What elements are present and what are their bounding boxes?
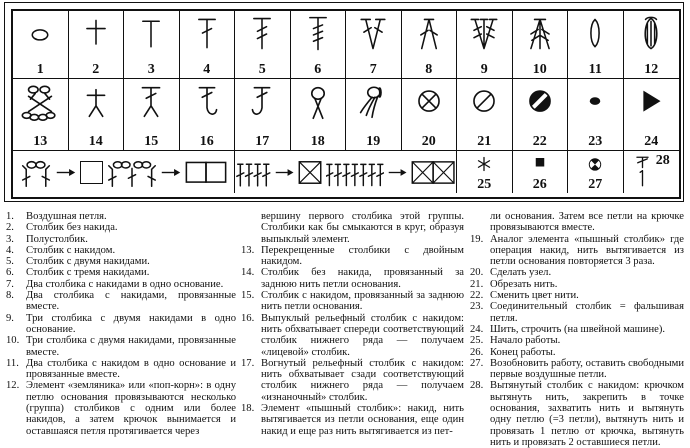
symbol-cell-19 [346,79,402,151]
symbol-number: 18 [310,134,325,149]
symbol-number: 3 [147,62,155,77]
legend-item-text: Вытянутый столбик с накидом: крючком вытянуть нить, закрепить в точке основания, захватить нить и вытянуть одну петлю (=3 петли), вытянуть нить и провязать 1 петлю от крючка, вытянуть нить и провязать 2 оставшиеся петли. [490,380,684,448]
symbol-cell-27 [568,151,624,193]
legend-column-1 [6,211,236,437]
symbol-number: 1 [36,62,44,77]
arrow-right-icon [388,167,407,178]
symbol-cell-10 [513,11,569,79]
legend-item [6,313,236,336]
two-dc-cluster-icon [575,14,615,54]
legend-item-number: 2. [6,222,14,234]
legend-column-2 [241,211,464,437]
legend-item-text: Начало работы. [490,335,561,347]
symbol-number: 6 [314,62,322,77]
single-crochet-icon [76,14,116,54]
arrow-right-icon [275,167,294,178]
two-dc-in-one-base-icon [353,14,393,54]
legend-item [6,245,236,256]
empty-square-icon [80,161,103,184]
double-crochet-icon [187,14,227,54]
symbol-cell-28 [624,151,680,193]
crossed-square-icon [298,160,322,185]
legend-item [470,335,684,346]
legend-item [470,290,684,301]
symbol-cell-15 [124,79,180,151]
legend-item-text: Сделать узел. [490,267,552,279]
legend-item [6,279,236,290]
legend-item-text: Элемент «земляника» или «поп-корн»: в одну петлю основания провязываются несколько (группа) столбиков с одним или более накидов, а затем крючок вынимается и оставшаяся петля протягивается через [26,380,236,437]
legend-item-number: 17. [241,357,255,369]
legend-item-text: Полустолбик. [26,233,88,245]
symbol-number: 20 [421,134,436,149]
legend-item-number: 16. [241,312,255,324]
legend-item [6,358,236,381]
legend-item-text: Три столбика с двумя накидами в одно основание. [26,312,236,335]
symbol-cell-8 [402,11,458,79]
legend-item [470,211,684,234]
symbol-number: 28 [655,153,670,168]
legend-item [6,380,236,436]
filet-filled-cell-equivalence [235,151,457,193]
symbol-number: 24 [644,134,659,149]
legend-item [6,222,236,233]
legend-item-text: Столбик с накидом, провязанный за заднюю нить петли основания. [261,290,464,313]
symbol-cell-17 [235,79,291,151]
start-of-work-icon [473,154,495,176]
legend-item [6,234,236,245]
legend-item [470,347,684,358]
symbol-number: 8 [425,62,433,77]
legend-item-text: Соединительный столбик = фальшивая петля. [490,301,684,324]
legend-item-number: 24. [470,323,484,335]
symbol-cell-13 [13,79,69,151]
symbol-cell-20 [402,79,458,151]
symbol-cell-2 [69,11,125,79]
legend-item-text: Воздушная петля. [26,211,107,222]
symbol-number: 23 [588,134,603,149]
sew-on-machine-icon [630,82,672,124]
legend-item-text: Два столбика с накидом в одно основание и провязанные вместе. [26,357,236,381]
legend-item [470,380,684,448]
symbol-cell-4 [180,11,236,79]
dc-back-loop-icon [130,82,172,124]
filet-empty-cell-equivalence [13,151,235,193]
two-crossed-squares-icon [411,160,455,185]
legend-item [470,301,684,324]
extended-dc-icon [633,153,652,190]
legend-item-number: 3. [6,233,14,245]
four-chains-between-posts-icon [107,156,157,188]
legend-item-number: 14. [241,267,255,279]
legend-column-3 [470,211,684,448]
half-double-crochet-icon [131,14,171,54]
symbol-cell-6 [291,11,347,79]
symbol-number: 19 [366,134,381,149]
legend-item [470,324,684,335]
legend-item-text: Столбик с тремя накидами. [26,267,150,279]
legend-item-number: 20. [470,267,484,279]
popcorn-stitch-icon [631,14,671,54]
legend-item-number: 13. [241,244,255,256]
symbol-number: 22 [532,134,547,149]
legend-item-number: 26. [470,346,484,358]
legend-item-text: Аналог элемента «пышный столбик» где операция накид, нить вытягивается из петли основания повторяется 3 раза. [490,233,684,268]
legend-item-text: Возобновить работу, оставить свободными первые воздушные петли. [490,357,684,381]
legend-item-number: 5. [6,256,14,268]
change-color-icon [519,82,561,124]
triple-puff-stitch-icon [352,82,394,124]
legend-item-text: Столбик с накидом. [26,244,116,256]
treble-crochet-icon [242,14,282,54]
legend-item [241,358,464,403]
symbol-number: 15 [144,134,159,149]
symbol-number: 16 [199,134,214,149]
symbol-cell-3 [124,11,180,79]
symbol-number: 14 [88,134,103,149]
symbol-number: 12 [644,62,659,77]
arrow-right-icon [161,167,181,178]
symbol-cell-18 [291,79,347,151]
legend-item-text: Перекрещенные столбики с двойным накидом. [261,244,464,268]
sc-back-loop-icon [75,82,117,124]
legend-item-number: 7. [6,278,14,290]
symbol-number: 2 [92,62,100,77]
symbol-cell-23 [568,79,624,151]
legend-item-number: 9. [6,312,14,324]
symbol-number: 9 [480,62,488,77]
symbol-number: 25 [477,177,492,192]
legend-item-text: вершину первого столбика этой группы. Столбики как бы смыкаются в круг, образуя выпыклый элемент. [261,211,464,245]
legend-item-text: Два столбика с накидами в одно основание. [26,278,224,290]
symbol-number: 7 [369,62,377,77]
symbol-cell-1 [13,11,69,79]
legend-item-number: 22. [470,290,484,302]
symbol-number: 10 [532,62,547,77]
chain-stitch-icon [20,14,60,54]
symbol-number: 11 [588,62,602,77]
legend-item [241,403,464,437]
legend-item [241,313,464,358]
legend-item-text: Столбик без накида. [26,222,118,234]
symbol-number: 5 [258,62,266,77]
seven-dc-posts-icon [326,157,384,187]
legend-item-number: 12. [6,380,20,392]
legend-item-text: ли основания. Затем все петли на крючке провязываются вместе. [490,211,684,234]
back-post-dc-icon [241,82,283,124]
symbol-number: 21 [477,134,492,149]
cut-thread-icon [463,82,505,124]
legend-item-number: 15. [241,290,255,302]
legend-item [241,245,464,268]
symbol-cell-25 [457,151,513,193]
legend-item [6,267,236,278]
legend-item-text: Три столбика с двумя накидами, провязанные вместе. [26,335,236,358]
four-dc-posts-icon [236,157,271,187]
legend-item-text: Столбик с двумя накидами. [26,256,150,268]
legend-item [470,267,684,278]
legend-item [470,358,684,381]
legend-item-text: Столбик без накида, провязанный за заднюю нить петли основания. [261,267,464,290]
legend-item-number: 21. [470,278,484,290]
make-knot-icon [408,82,450,124]
double-treble-crochet-icon [298,14,338,54]
puff-stitch-icon [297,82,339,124]
symbol-cell-24 [624,79,680,151]
end-of-work-icon [529,154,551,174]
symbol-number: 27 [588,177,603,192]
three-tr-in-one-base-icon [464,14,504,54]
two-dc-together-icon [409,14,449,54]
legend-item [241,290,464,313]
resume-work-icon [583,154,607,176]
symbol-cell-16 [180,79,236,151]
symbol-cell-14 [69,79,125,151]
symbol-cell-7 [346,11,402,79]
symbol-number: 26 [532,177,547,192]
legend-item [470,279,684,290]
legend-item [6,256,236,267]
legend-item [470,234,684,268]
legend-item [241,267,464,290]
legend-item-text: Вогнутый рельефный столбик с накидом: нить обхватывает сзади соответствующий столбик нижнего ряда — получаем «изнаночный» столбик. [261,357,464,403]
legend-item-text: Сменить цвет нити. [490,290,579,302]
legend-item-text: Элемент «пышный столбик»: накид, нить вытягивается из петли основания, еще один накид и еще раз нить вытягивается из пет- [261,403,464,437]
legend-item [6,211,236,222]
symbol-cell-5 [235,11,291,79]
legend-item [6,290,236,313]
front-post-dc-icon [186,82,228,124]
legend-item-text: Конец работы. [490,346,556,358]
two-chains-between-posts-icon [20,156,52,188]
legend-item-number: 18. [241,403,255,415]
legend-item-number: 4. [6,244,14,256]
legend-item-number: 23. [470,301,484,313]
arrow-right-icon [56,167,76,178]
symbol-number: 13 [33,134,48,149]
symbol-number: 17 [255,134,270,149]
legend-item [6,335,236,358]
crochet-symbol-table [11,9,681,199]
legend-item-text: Обрезать нить. [490,278,558,290]
legend-item-number: 19. [470,233,484,245]
legend-item-number: 10. [6,335,20,347]
symbol-cell-22 [513,79,569,151]
legend-item-number: 1. [6,211,14,222]
legend-item-text: Два столбика с накидами, провязанные вместе. [26,290,236,313]
legend-item-text: Шить, строчить (на швейной машине). [490,323,666,335]
symbol-number: 4 [203,62,211,77]
two-empty-squares-icon [185,161,227,184]
legend-item-number: 27. [470,357,484,369]
legend-item-number: 6. [6,267,14,279]
legend-item-number: 11. [6,357,19,369]
symbol-cell-21 [457,79,513,151]
legend-item [241,211,464,245]
legend-item-number: 28. [470,380,484,392]
symbol-cell-26 [513,151,569,193]
legend-item-text: Выпуклый рельефный столбик с накидом: нить обхватывает спереди соответствующий столбик нижнего ряда — получаем «лицевой» столбик. [261,312,464,358]
legend-item-number: 8. [6,290,14,302]
crossed-stitches-icon [19,82,61,124]
three-tr-together-icon [520,14,560,54]
symbol-cell-9 [457,11,513,79]
symbol-cell-12 [624,11,680,79]
slip-stitch-icon [574,82,616,124]
symbol-cell-11 [568,11,624,79]
legend-item-number: 25. [470,335,484,347]
